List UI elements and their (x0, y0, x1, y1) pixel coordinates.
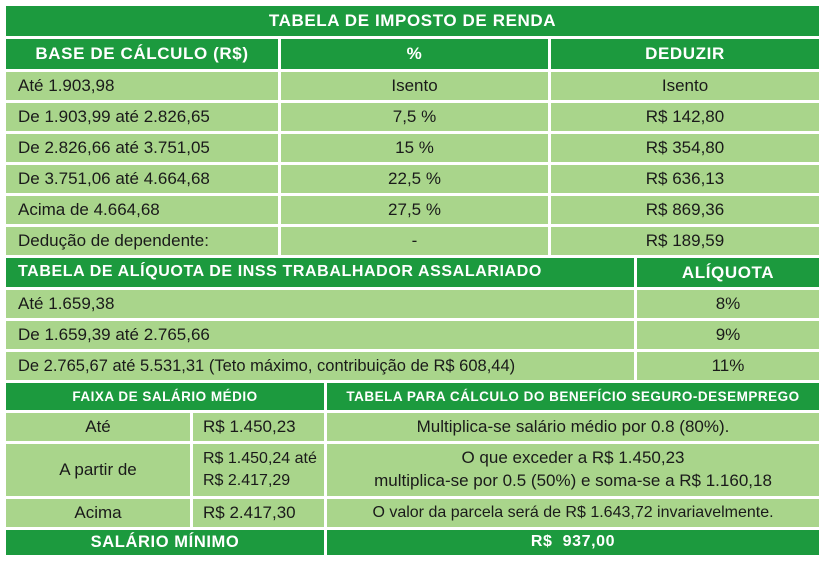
ir-rate: 15 % (281, 134, 548, 162)
seguro-value: R$ 2.417,30 (193, 499, 324, 527)
inss-rate: 11% (637, 352, 819, 380)
ir-deduction: R$ 354,80 (551, 134, 819, 162)
ir-base: De 2.826,66 até 3.751,05 (6, 134, 278, 162)
seguro-calc: O valor da parcela será de R$ 1.643,72 invariavelmente. (327, 499, 819, 527)
ir-base: De 3.751,06 até 4.664,68 (6, 165, 278, 193)
ir-rate: 27,5 % (281, 196, 548, 224)
seguro-value (193, 444, 324, 496)
seguro-calc: Multiplica-se salário médio por 0.8 (80%). (327, 413, 819, 441)
ir-deduction: R$ 869,36 (551, 196, 819, 224)
ir-header-deduct: DEDUZIR (551, 39, 819, 69)
ir-base: Até 1.903,98 (6, 72, 278, 100)
seguro-label: Acima (6, 499, 190, 527)
inss-rate: 8% (637, 290, 819, 318)
ir-rate: Isento (281, 72, 548, 100)
inss-range: Até 1.659,38 (6, 290, 634, 318)
seguro-label: A partir de (6, 444, 190, 496)
ir-table-title: TABELA DE IMPOSTO DE RENDA (6, 6, 819, 36)
seguro-label: Até (6, 413, 190, 441)
seguro-value-line: R$ 1.450,24 até (203, 449, 317, 467)
ir-header-base: BASE DE CÁLCULO (R$) (6, 39, 278, 69)
ir-base: Acima de 4.664,68 (6, 196, 278, 224)
inss-table-title: TABELA DE ALÍQUOTA DE INSS TRABALHADOR ASSALARIADO (6, 258, 634, 287)
ir-base: De 1.903,99 até 2.826,65 (6, 103, 278, 131)
ir-rate: - (281, 227, 548, 255)
salario-minimo-label: SALÁRIO MÍNIMO (6, 530, 324, 555)
ir-deduction: R$ 142,80 (551, 103, 819, 131)
ir-deduction: Isento (551, 72, 819, 100)
seguro-calc (327, 444, 819, 496)
tax-tables (6, 6, 819, 555)
salario-minimo-value: R$ 937,00 (327, 530, 819, 555)
ir-base: Dedução de dependente: (6, 227, 278, 255)
seguro-calc-line: O que exceder a R$ 1.450,23 (461, 448, 685, 468)
ir-header-percent: % (281, 39, 548, 69)
ir-rate: 22,5 % (281, 165, 548, 193)
seguro-header-faixa: FAIXA DE SALÁRIO MÉDIO (6, 383, 324, 410)
inss-rate: 9% (637, 321, 819, 349)
seguro-calc-line: multiplica-se por 0.5 (50%) e soma-se a R$ 1.160,18 (374, 471, 772, 490)
ir-deduction: R$ 189,59 (551, 227, 819, 255)
seguro-value-line: R$ 2.417,29 (203, 472, 291, 489)
inss-range: De 2.765,67 até 5.531,31 (Teto máximo, contribuição de R$ 608,44) (6, 352, 634, 380)
ir-rate: 7,5 % (281, 103, 548, 131)
inss-header-rate: ALÍQUOTA (637, 258, 819, 287)
inss-range: De 1.659,39 até 2.765,66 (6, 321, 634, 349)
seguro-header-calc: TABELA PARA CÁLCULO DO BENEFÍCIO SEGURO-DESEMPREGO (327, 383, 819, 410)
seguro-value: R$ 1.450,23 (193, 413, 324, 441)
ir-deduction: R$ 636,13 (551, 165, 819, 193)
